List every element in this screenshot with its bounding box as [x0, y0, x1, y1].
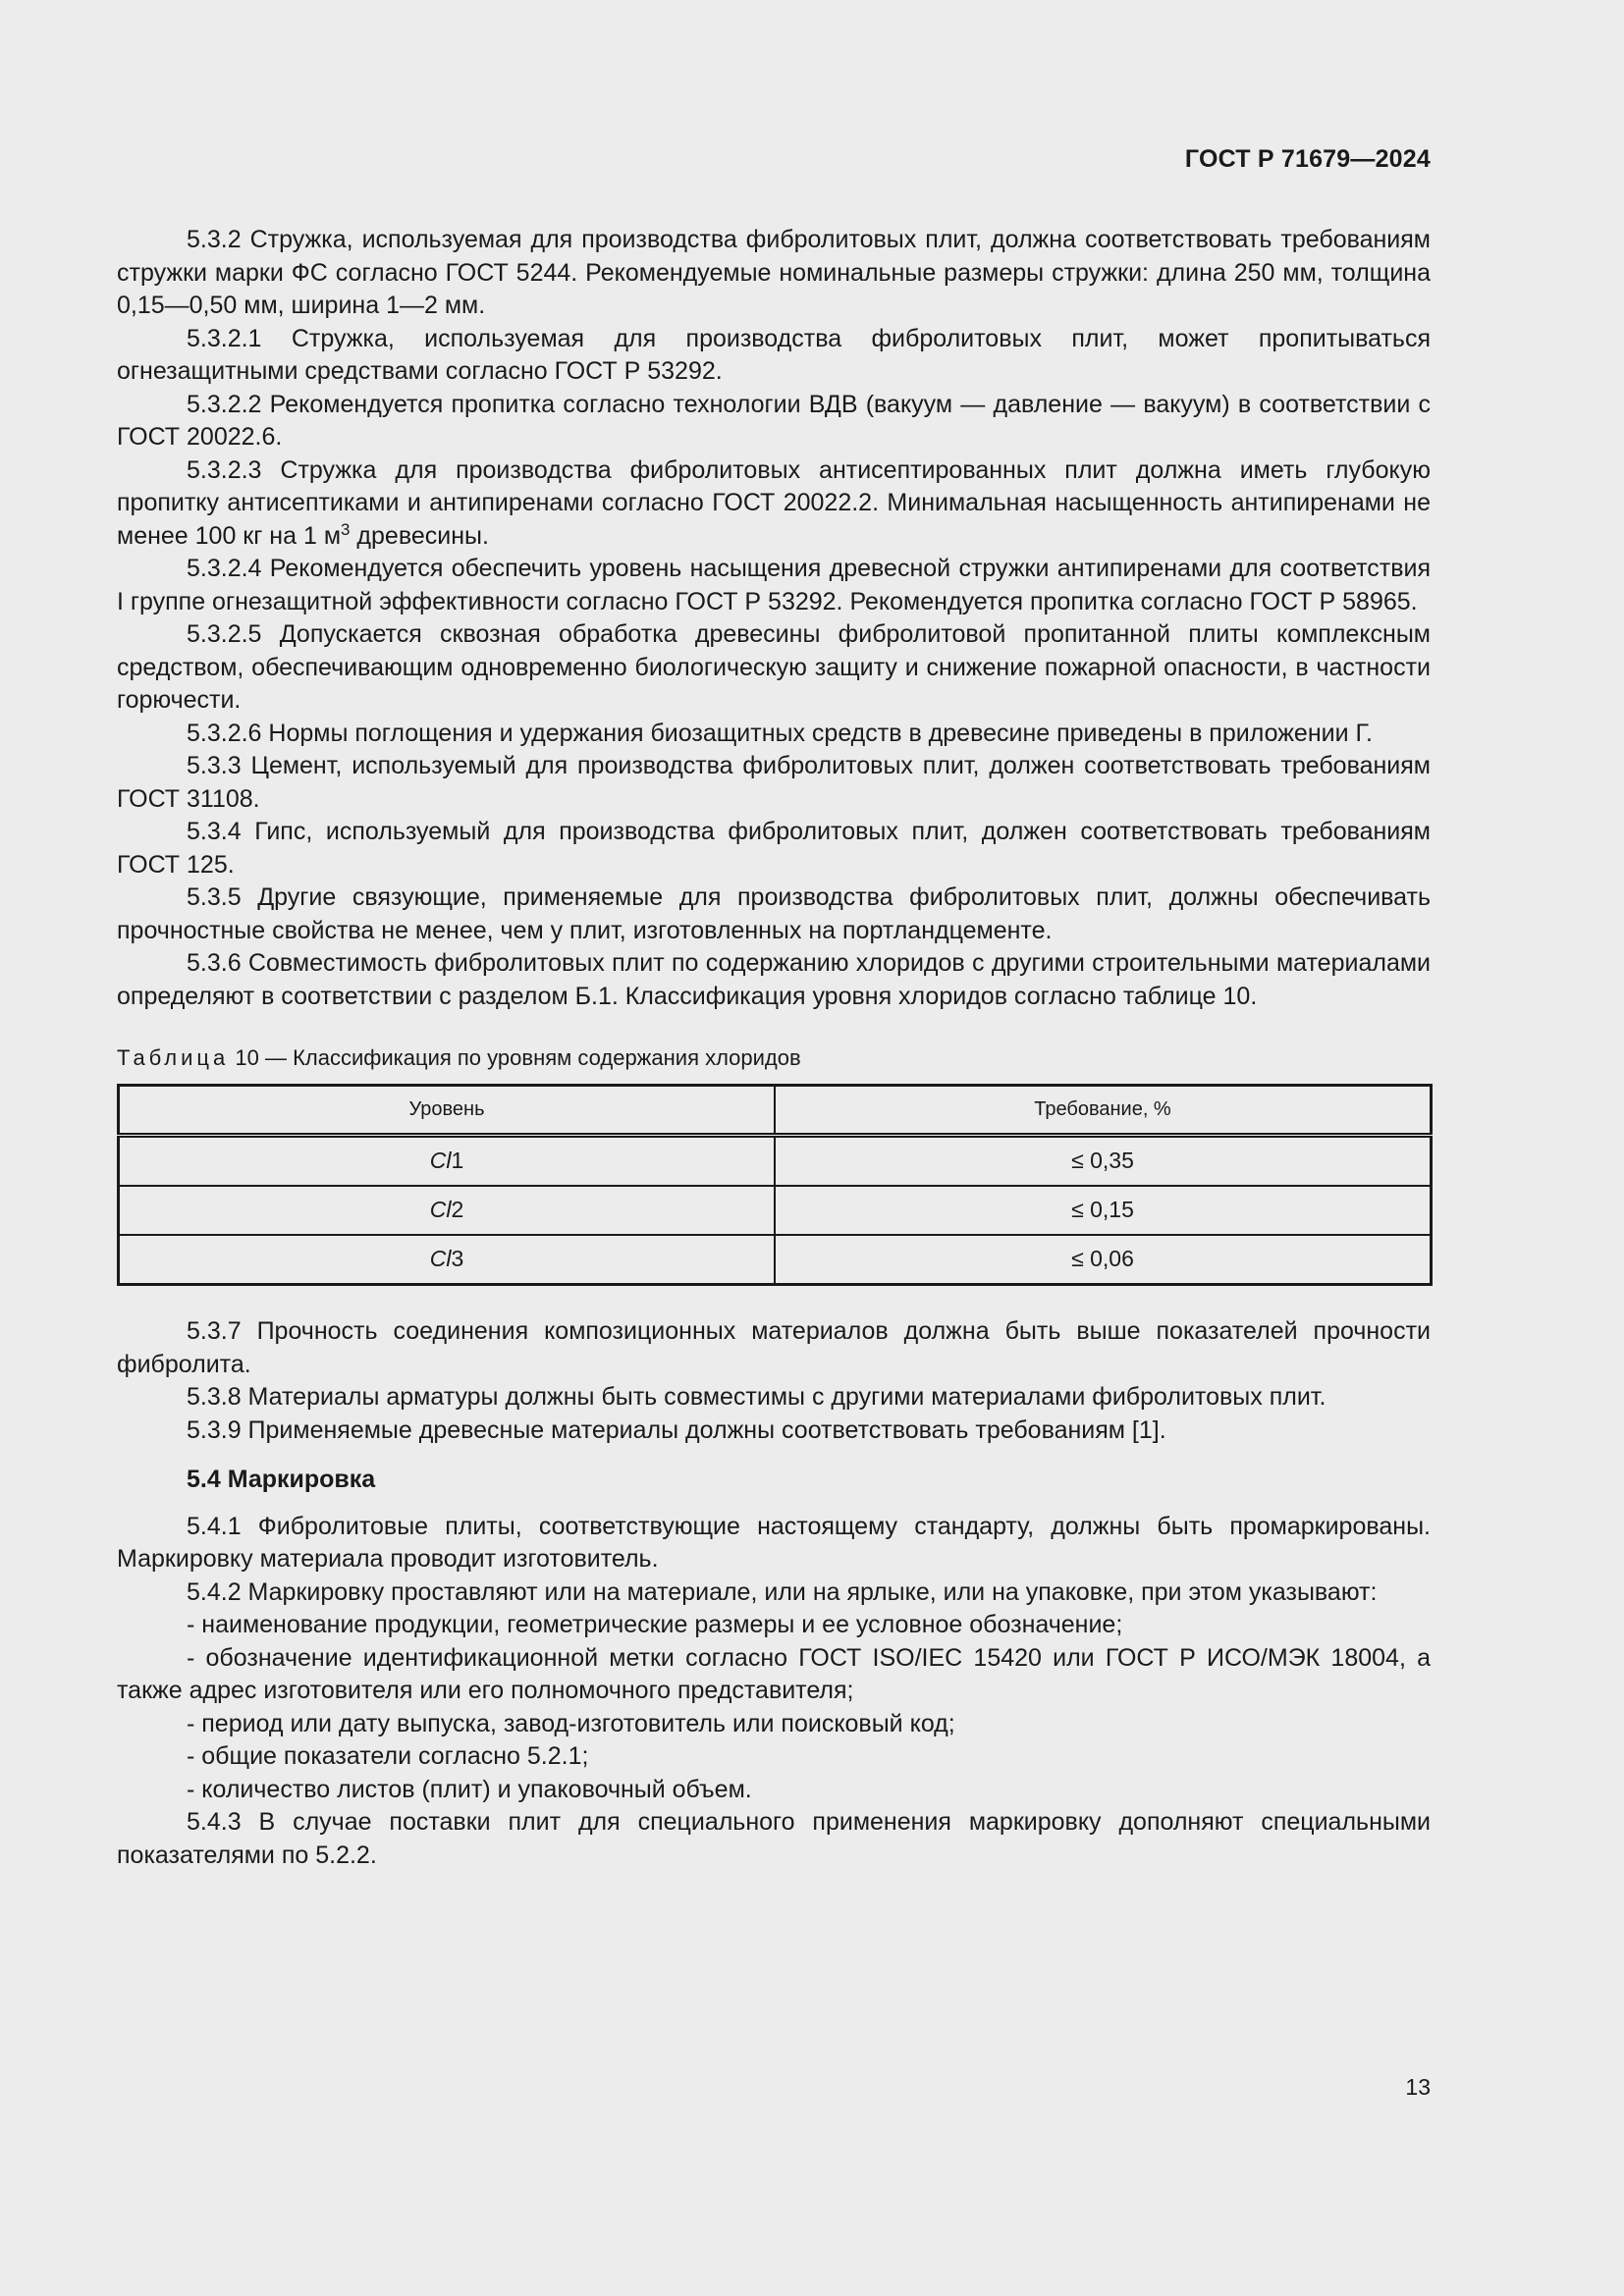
list-item: - общие показатели согласно 5.2.1; [187, 1742, 589, 1770]
paragraph-5-3-8: 5.3.8 Материалы арматуры должны быть совместимы с другими материалами фибролитовых плит. [187, 1383, 1326, 1411]
paragraph-5-3-2-6: 5.3.2.6 Нормы поглощения и удержания биозащитных средств в древесине приведены в приложении Г. [187, 719, 1373, 747]
paragraph-5-3-2-4: 5.3.2.4 Рекомендуется обеспечить уровень насыщения древесной стружки антипиренами для соответствия I группе огнезащитной эффективности согласно ГОСТ Р 53292. Рекомендуется пропитка согласно ГОСТ Р 58965. [117, 555, 1431, 615]
page-content [117, 224, 1431, 1872]
paragraph-5-4-2: 5.4.2 Маркировку проставляют или на материале, или на ярлыке, или на упаковке, при этом указывают: [187, 1577, 1378, 1606]
level-prefix: Cl [429, 1246, 452, 1272]
level-cell [119, 1136, 776, 1187]
page-number: 13 [1405, 2074, 1431, 2100]
level-prefix: Cl [429, 1197, 452, 1223]
table-header-row [119, 1086, 1432, 1136]
table-caption [117, 1044, 1431, 1072]
list-item: - количество листов (плит) и упаковочный объем. [187, 1775, 752, 1803]
paragraph-5-3-2-2: 5.3.2.2 Рекомендуется пропитка согласно технологии ВДВ (вакуум — давление — вакуум) в соответствии с ГОСТ 20022.6. [117, 390, 1431, 451]
paragraph-5-3-2: 5.3.2 Стружка, используемая для производства фибролитовых плит, должна соответствовать требованиям стружки марки ФС согласно ГОСТ 5244. Рекомендуемые номинальные размеры стружки: длина 250 мм, толщина 0,15—0,50 мм, ширина 1—2 мм. [117, 226, 1431, 319]
requirement-cell: ≤ 0,15 [775, 1186, 1432, 1235]
list-item: - наименование продукции, геометрические размеры и ее условное обозначение; [187, 1611, 1123, 1638]
requirement-cell: ≤ 0,06 [775, 1235, 1432, 1285]
column-header-level: Уровень [119, 1086, 776, 1136]
paragraph-5-3-2-3-tail: древесины. [350, 521, 489, 550]
paragraph-5-3-7: 5.3.7 Прочность соединения композиционных материалов должна быть выше показателей прочности фибролита. [117, 1317, 1431, 1378]
level-number: 1 [451, 1148, 464, 1174]
paragraph-5-3-2-1: 5.3.2.1 Стружка, используемая для производства фибролитовых плит, может пропитываться огнезащитными средствами согласно ГОСТ Р 53292. [117, 324, 1431, 385]
table-row [119, 1136, 1432, 1187]
level-prefix: Cl [429, 1148, 452, 1174]
paragraph-5-3-2-5: 5.3.2.5 Допускается сквозная обработка древесины фибролитовой пропитанной плиты комплексным средством, обеспечивающим одновременно биологическую защиту и снижение пожарной опасности, в частности горючести. [117, 620, 1431, 714]
paragraph-5-3-9: 5.3.9 Применяемые древесные материалы должны соответствовать требованиям [1]. [187, 1415, 1166, 1444]
superscript-3: 3 [341, 519, 351, 539]
list-item: - обозначение идентификационной метки согласно ГОСТ ISO/IEC 15420 или ГОСТ Р ИСО/МЭК 18004, а также адрес изготовителя или его полномочного представителя; [117, 1643, 1431, 1704]
paragraph-5-4-3: 5.4.3 В случае поставки плит для специального применения маркировку дополняют специальными показателями по 5.2.2. [117, 1808, 1431, 1869]
level-cell [119, 1186, 776, 1235]
paragraph-5-3-2-3 [117, 454, 1431, 554]
table-row [119, 1186, 1432, 1235]
paragraph-5-3-2-3-text: 5.3.2.3 Стружка для производства фибролитовых антисептированных плит должна иметь глубокую пропитку антисептиками и антипиренами согласно ГОСТ 20022.2. Минимальная насыщенность антипиренами не менее 100 кг на 1 м [117, 455, 1431, 550]
chloride-classification-table [117, 1084, 1433, 1286]
level-number: 3 [451, 1246, 464, 1272]
section-heading-5-4: 5.4 Маркировка [187, 1466, 376, 1493]
paragraph-5-3-6: 5.3.6 Совместимость фибролитовых плит по содержанию хлоридов с другими строительными материалами определяют в соответствии с разделом Б.1. Классификация уровня хлоридов согласно таблице 10. [117, 949, 1431, 1010]
level-number: 2 [451, 1197, 464, 1223]
table-caption-label: Таблица [117, 1045, 230, 1070]
paragraph-5-4-1: 5.4.1 Фибролитовые плиты, соответствующие настоящему стандарту, должны быть промаркированы. Маркировку материала проводит изготовитель. [117, 1512, 1431, 1573]
level-cell [119, 1235, 776, 1285]
paragraph-5-3-4: 5.3.4 Гипс, используемый для производства фибролитовых плит, должен соответствовать требованиям ГОСТ 125. [117, 818, 1431, 879]
list-item: - период или дату выпуска, завод-изготовитель или поисковый код; [187, 1709, 955, 1737]
column-header-requirement: Требование, % [775, 1086, 1432, 1136]
table-caption-text: 10 — Классификация по уровням содержания хлоридов [229, 1045, 801, 1070]
requirement-cell: ≤ 0,35 [775, 1136, 1432, 1187]
paragraph-5-3-3: 5.3.3 Цемент, используемый для производства фибролитовых плит, должен соответствовать требованиям ГОСТ 31108. [117, 752, 1431, 813]
table-row [119, 1235, 1432, 1285]
document-number-header: ГОСТ Р 71679—2024 [1184, 145, 1431, 173]
paragraph-5-3-5: 5.3.5 Другие связующие, применяемые для производства фибролитовых плит, должны обеспечивать прочностные свойства не менее, чем у плит, изготовленных на портландцементе. [117, 883, 1431, 944]
